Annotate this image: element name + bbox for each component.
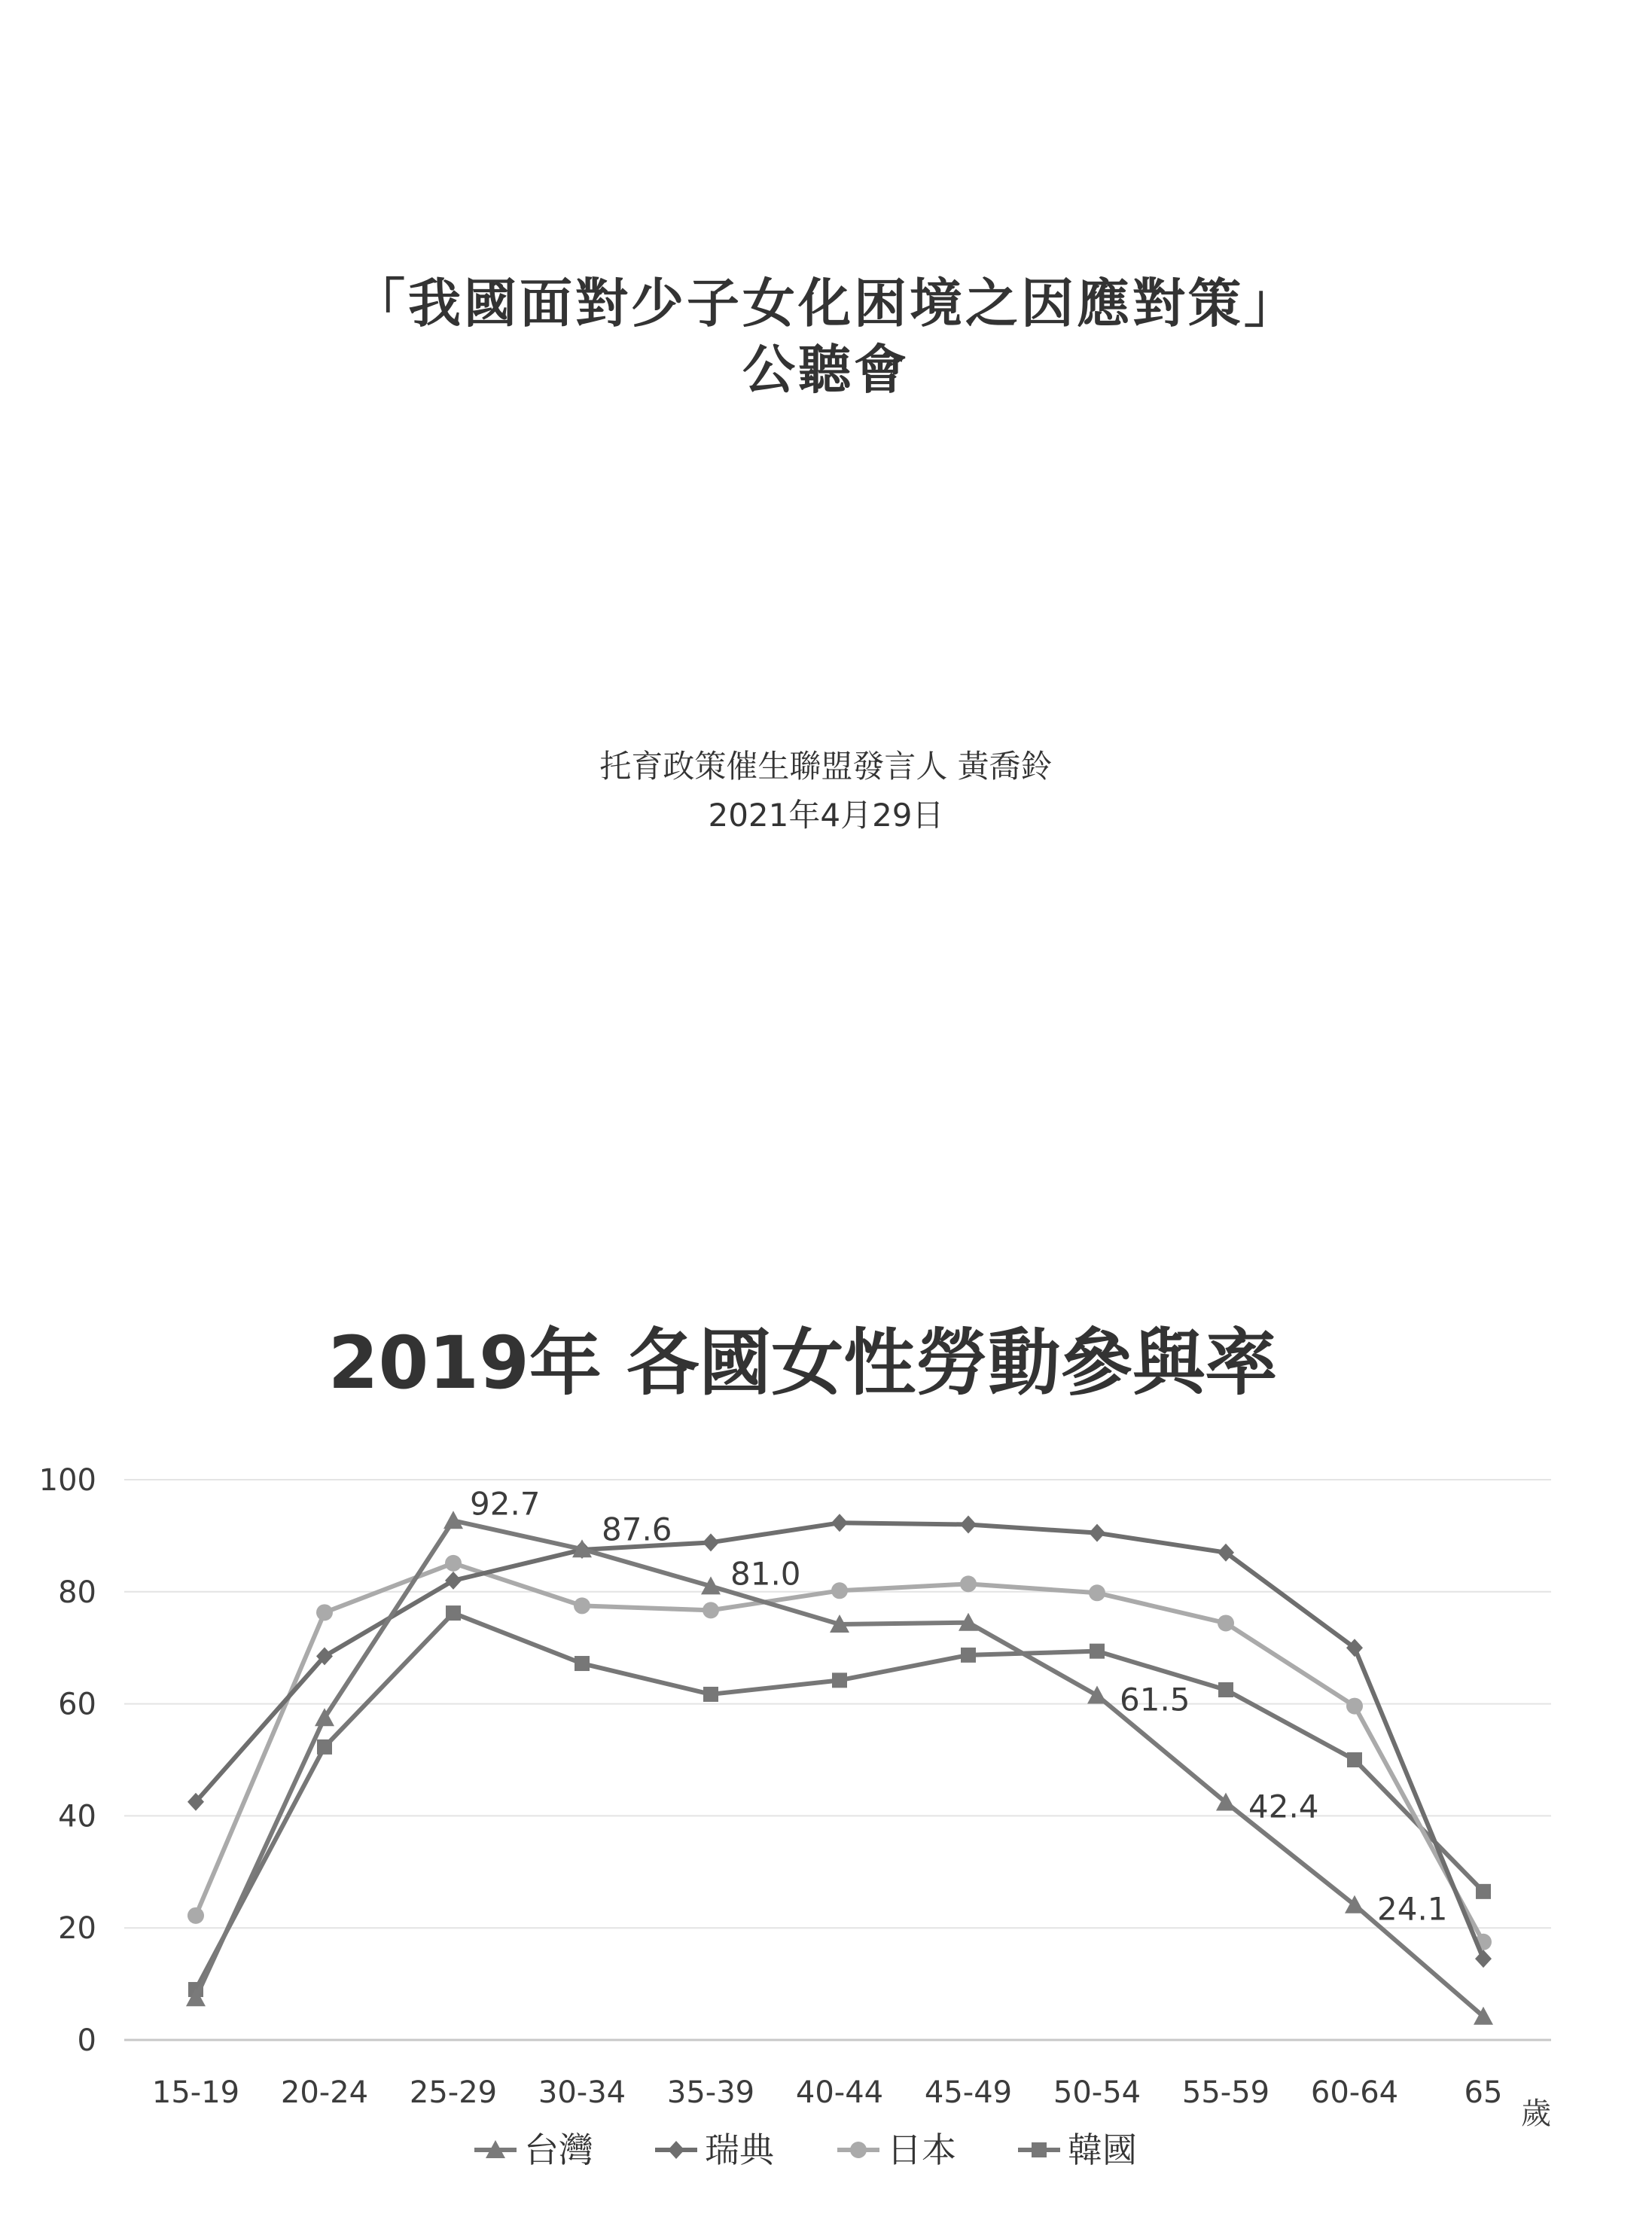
data-point	[1089, 1524, 1105, 1542]
x-tick-label: 45-49	[924, 2075, 1013, 2110]
x-axis-ticks	[152, 2075, 1503, 2110]
speaker-line: 托育政策催生聯盟發言人 黃喬鈴	[599, 748, 1053, 785]
x-axis-unit: 歲	[1521, 2096, 1551, 2131]
data-point	[574, 1597, 590, 1614]
x-tick-label: 20-24	[280, 2075, 369, 2110]
data-point	[445, 1555, 462, 1572]
data-point	[445, 1572, 462, 1590]
data-point	[575, 1656, 590, 1671]
x-tick-label: 30-34	[538, 2075, 626, 2110]
x-tick-label: 55-59	[1181, 2075, 1270, 2110]
data-label: 61.5	[1120, 1681, 1190, 1718]
gridlines	[124, 1480, 1551, 2040]
data-point	[1090, 1644, 1105, 1659]
data-point	[960, 1575, 977, 1592]
x-tick-label: 65	[1464, 2075, 1503, 2110]
y-tick-label: 40	[58, 1799, 96, 1834]
data-point	[1475, 1950, 1492, 1968]
data-label: 81.0	[730, 1555, 801, 1593]
x-tick-label: 15-19	[151, 2075, 240, 2110]
legend-item-韓國	[1018, 2130, 1137, 2170]
legend-item-瑞典	[655, 2130, 776, 2170]
data-point	[831, 1514, 848, 1532]
y-tick-label: 100	[38, 1463, 96, 1498]
data-point	[1346, 1698, 1363, 1715]
data-label: 24.1	[1377, 1890, 1448, 1928]
y-tick-label: 0	[77, 2023, 96, 2058]
presenter-block	[0, 742, 1652, 840]
date-line: 2021年4月29日	[708, 797, 944, 834]
y-tick-label: 80	[58, 1575, 96, 1610]
data-point	[961, 1648, 976, 1663]
legend-label: 日本	[887, 2130, 956, 2170]
data-point	[831, 1582, 848, 1599]
x-tick-label: 35-39	[666, 2075, 755, 2110]
data-label: 87.6	[602, 1511, 672, 1548]
x-tick-label: 60-64	[1310, 2075, 1399, 2110]
page-title: 「我國面對少子女化困境之因應對策」	[352, 273, 1300, 334]
title-block	[0, 271, 1652, 403]
data-point	[1347, 1752, 1362, 1767]
data-point	[703, 1687, 718, 1702]
data-point	[316, 1604, 333, 1621]
legend-item-日本	[837, 2130, 956, 2170]
data-point	[317, 1740, 332, 1755]
data-label: 92.7	[470, 1485, 541, 1523]
labor-participation-chart	[0, 1318, 1652, 2221]
y-tick-label: 20	[58, 1911, 96, 1947]
x-tick-label: 25-29	[409, 2075, 498, 2110]
series-日本	[187, 1555, 1492, 1950]
x-tick-label: 40-44	[795, 2075, 884, 2110]
data-point	[446, 1605, 461, 1621]
y-tick-label: 60	[58, 1687, 96, 1722]
legend-marker	[1032, 2142, 1047, 2157]
data-point	[1218, 1682, 1233, 1697]
legend-label: 台灣	[524, 2130, 593, 2170]
chart-title: 2019年 各國女性勞動參與率	[328, 1321, 1278, 1405]
data-label: 42.4	[1248, 1788, 1319, 1825]
data-point	[960, 1516, 977, 1534]
data-point	[703, 1602, 719, 1618]
data-point	[1476, 1884, 1491, 1899]
legend-item-台灣	[474, 2130, 593, 2170]
data-point	[1218, 1615, 1234, 1631]
legend-marker	[668, 2141, 684, 2159]
legend	[474, 2130, 1137, 2170]
series-group	[186, 1511, 1493, 2024]
data-point	[832, 1672, 847, 1688]
data-point	[1089, 1584, 1105, 1601]
series-瑞典	[187, 1514, 1492, 1968]
data-point	[187, 1907, 204, 1924]
legend-marker	[850, 2142, 867, 2158]
legend-label: 瑞典	[705, 2130, 774, 2170]
page-subtitle: 公聽會	[742, 338, 910, 401]
legend-label: 韓國	[1068, 2130, 1137, 2170]
data-point	[1087, 1685, 1107, 1703]
x-tick-label: 50-54	[1053, 2075, 1141, 2110]
y-axis-ticks	[39, 1463, 96, 2058]
data-point	[703, 1533, 719, 1551]
